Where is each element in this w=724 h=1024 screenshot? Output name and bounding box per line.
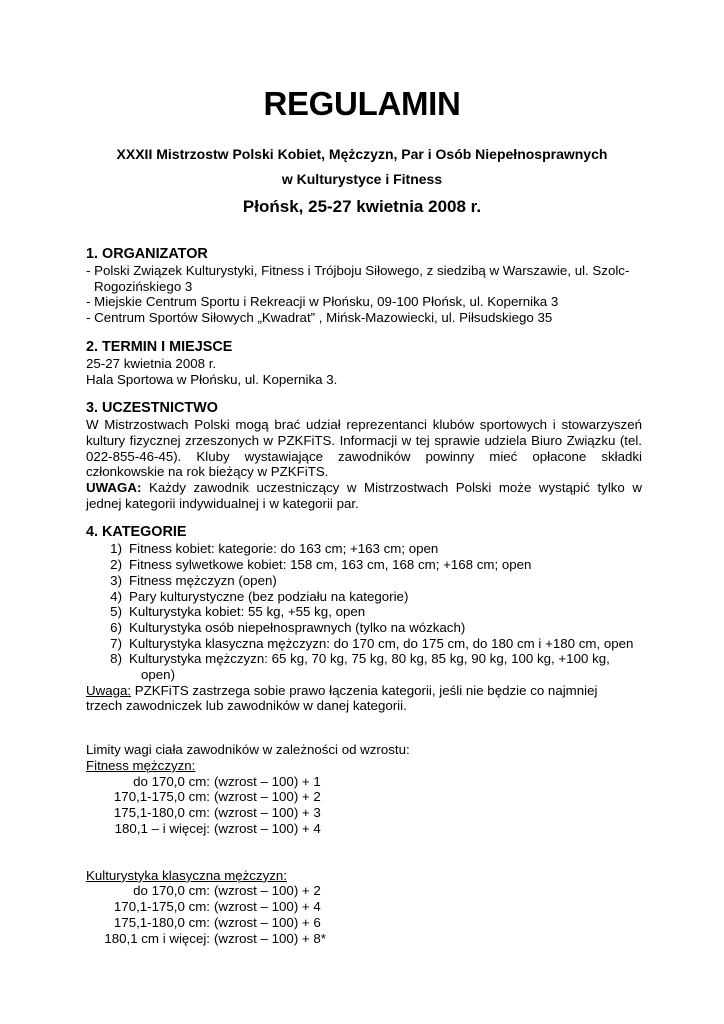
note-label: UWAGA: — [86, 480, 142, 496]
limit-range: 170,1-175,0 cm: — [113, 899, 210, 915]
list-item — [86, 541, 642, 557]
list-item-text: Pary kulturystyczne (bez podziału na kategorie) — [129, 588, 409, 604]
list-item-text: Kulturystyka klasyczna mężczyzn: do 170 cm, do 175 cm, do 180 cm i +180 cm, open — [129, 635, 634, 651]
limit-range: do 170,0 cm: — [133, 773, 210, 789]
section-heading: 3. UCZESTNICTWO — [86, 400, 218, 417]
event-date: 25-27 kwietnia 2008 r. — [86, 355, 217, 371]
limit-row — [86, 821, 642, 837]
limit-formula: (wzrost – 100) + 4 — [214, 820, 321, 836]
limit-row — [86, 774, 642, 790]
limit-row — [86, 899, 642, 915]
list-item-text: Fitness kobiet: kategorie: do 163 cm; +163 cm; open — [129, 541, 439, 557]
document-dateline: Płońsk, 25-27 kwietnia 2008 r. — [242, 197, 482, 216]
limit-formula: (wzrost – 100) + 1 — [214, 773, 321, 789]
section-heading: 4. KATEGORIE — [86, 524, 187, 541]
list-item-number: 5) — [110, 604, 122, 620]
note-text: Każdy zawodnik uczestniczący w Mistrzostwach Polski może wystąpić tylko w — [141, 480, 642, 496]
paragraph-line: kultury fizycznej zrzeszonych w PZKFiTS. Informacji w tej sprawie udziela Biuro Związku (tel. — [86, 432, 642, 448]
note-line — [86, 480, 642, 496]
category-list — [86, 541, 642, 682]
limit-range: 180,1 cm i więcej: — [104, 930, 210, 946]
limit-row — [86, 915, 642, 931]
klasyczna-limits-heading: Kulturystyka klasyczna mężczyzn: — [86, 867, 287, 883]
spacer — [86, 852, 642, 868]
list-item-text: Kulturystyka kobiet: 55 kg, +55 kg, open — [129, 604, 366, 620]
limit-row — [86, 789, 642, 805]
list-item-text: Kulturystyka mężczyzn: 65 kg, 70 kg, 75 kg, 80 kg, 85 kg, 90 kg, 100 kg, +100 kg, — [129, 651, 610, 667]
list-item-number: 2) — [110, 557, 122, 573]
list-item-text-block — [129, 651, 642, 682]
list-item — [86, 604, 642, 620]
list-item-number: 4) — [110, 588, 122, 604]
section-kategorie — [86, 524, 642, 714]
list-item-text: Kulturystyka osób niepełnosprawnych (tylko na wózkach) — [129, 619, 466, 635]
document-title: REGULAMIN — [263, 85, 461, 122]
note-label: Uwaga: — [86, 682, 132, 698]
event-venue: Hala Sportowa w Płońsku, ul. Kopernika 3. — [86, 371, 338, 387]
limit-range: 170,1-175,0 cm: — [113, 789, 210, 805]
note-line: jednej kategorii indywidualnej i w kategorii par. — [86, 495, 359, 511]
section-limity — [86, 742, 642, 946]
limit-range: 175,1-180,0 cm: — [113, 914, 210, 930]
limit-formula: (wzrost – 100) + 2 — [214, 789, 321, 805]
note-line: trzech zawodniczek lub zawodników w danej kategorii. — [86, 698, 407, 714]
list-item-text: Fitness sylwetkowe kobiet: 158 cm, 163 cm, 168 cm; +168 cm; open — [129, 557, 532, 573]
limit-row — [86, 883, 642, 899]
list-item — [86, 573, 642, 589]
limits-intro: Limity wagi ciała zawodników w zależności od wzrostu: — [86, 742, 410, 758]
document-subtitle: XXXII Mistrzostw Polski Kobiet, Mężczyzn, Par i Osób Niepełnosprawnych — [116, 146, 608, 162]
limit-row — [86, 931, 642, 947]
limit-range: 180,1 – i więcej: — [114, 820, 210, 836]
list-item-number: 6) — [110, 619, 122, 635]
list-item-text: Fitness mężczyzn (open) — [129, 572, 277, 588]
list-item — [86, 636, 642, 652]
list-item-number: 3) — [110, 572, 122, 588]
section-organizator — [86, 246, 642, 326]
list-item-text-continuation: open) — [141, 667, 176, 683]
document-body — [86, 246, 642, 946]
note-line — [86, 683, 642, 699]
list-item-number: 8) — [110, 651, 122, 667]
organizer-line: - Polski Związek Kulturystyki, Fitness i Trójboju Siłowego, z siedzibą w Warszawie, ul. Szolc- — [86, 263, 630, 278]
spacer — [86, 836, 642, 852]
limit-formula: (wzrost – 100) + 8* — [214, 930, 326, 946]
organizer-line: - Miejskie Centrum Sportu i Rekreacji w Płońsku, 09-100 Płońsk, ul. Kopernika 3 — [86, 294, 559, 310]
limit-formula: (wzrost – 100) + 4 — [214, 899, 321, 915]
organizer-line-continuation: Rogozińskiego 3 — [94, 278, 193, 294]
organizer-line: - Centrum Sportów Siłowych „Kwadrat” , Mińsk-Mazowiecki, ul. Piłsudskiego 35 — [86, 310, 553, 326]
list-item — [86, 589, 642, 605]
list-item — [86, 620, 642, 636]
limit-range: do 170,0 cm: — [133, 883, 210, 899]
section-heading: 2. TERMIN I MIEJSCE — [86, 338, 233, 355]
section-uczestnictwo — [86, 400, 642, 511]
list-item-number: 7) — [110, 635, 122, 651]
document-subtitle-line-2: w Kulturystyce i Fitness — [281, 171, 443, 187]
limit-row — [86, 805, 642, 821]
limit-range: 175,1-180,0 cm: — [113, 804, 210, 820]
section-termin — [86, 339, 642, 387]
list-item-number: 1) — [110, 541, 122, 557]
section-heading: 1. ORGANIZATOR — [86, 246, 208, 262]
note-text: PZKFiTS zastrzega sobie prawo łączenia kategorii, jeśli nie będzie co najmniej — [131, 682, 598, 698]
paragraph-line: 022-855-46-45). Kluby wystawiające zawodników powinny mieć opłacone składki — [86, 448, 642, 464]
limit-formula: (wzrost – 100) + 3 — [214, 804, 321, 820]
fitness-limits-heading: Fitness mężczyzn: — [86, 757, 196, 773]
paragraph-line: W Mistrzostwach Polski mogą brać udział reprezentanci klubów sportowych i stowarzyszeń — [86, 417, 642, 433]
limit-formula: (wzrost – 100) + 6 — [214, 914, 321, 930]
list-item — [86, 651, 642, 682]
paragraph-line: członkowskie na rok bieżący w PZKFiTS. — [86, 464, 329, 480]
list-item — [86, 557, 642, 573]
limit-formula: (wzrost – 100) + 2 — [214, 883, 321, 899]
